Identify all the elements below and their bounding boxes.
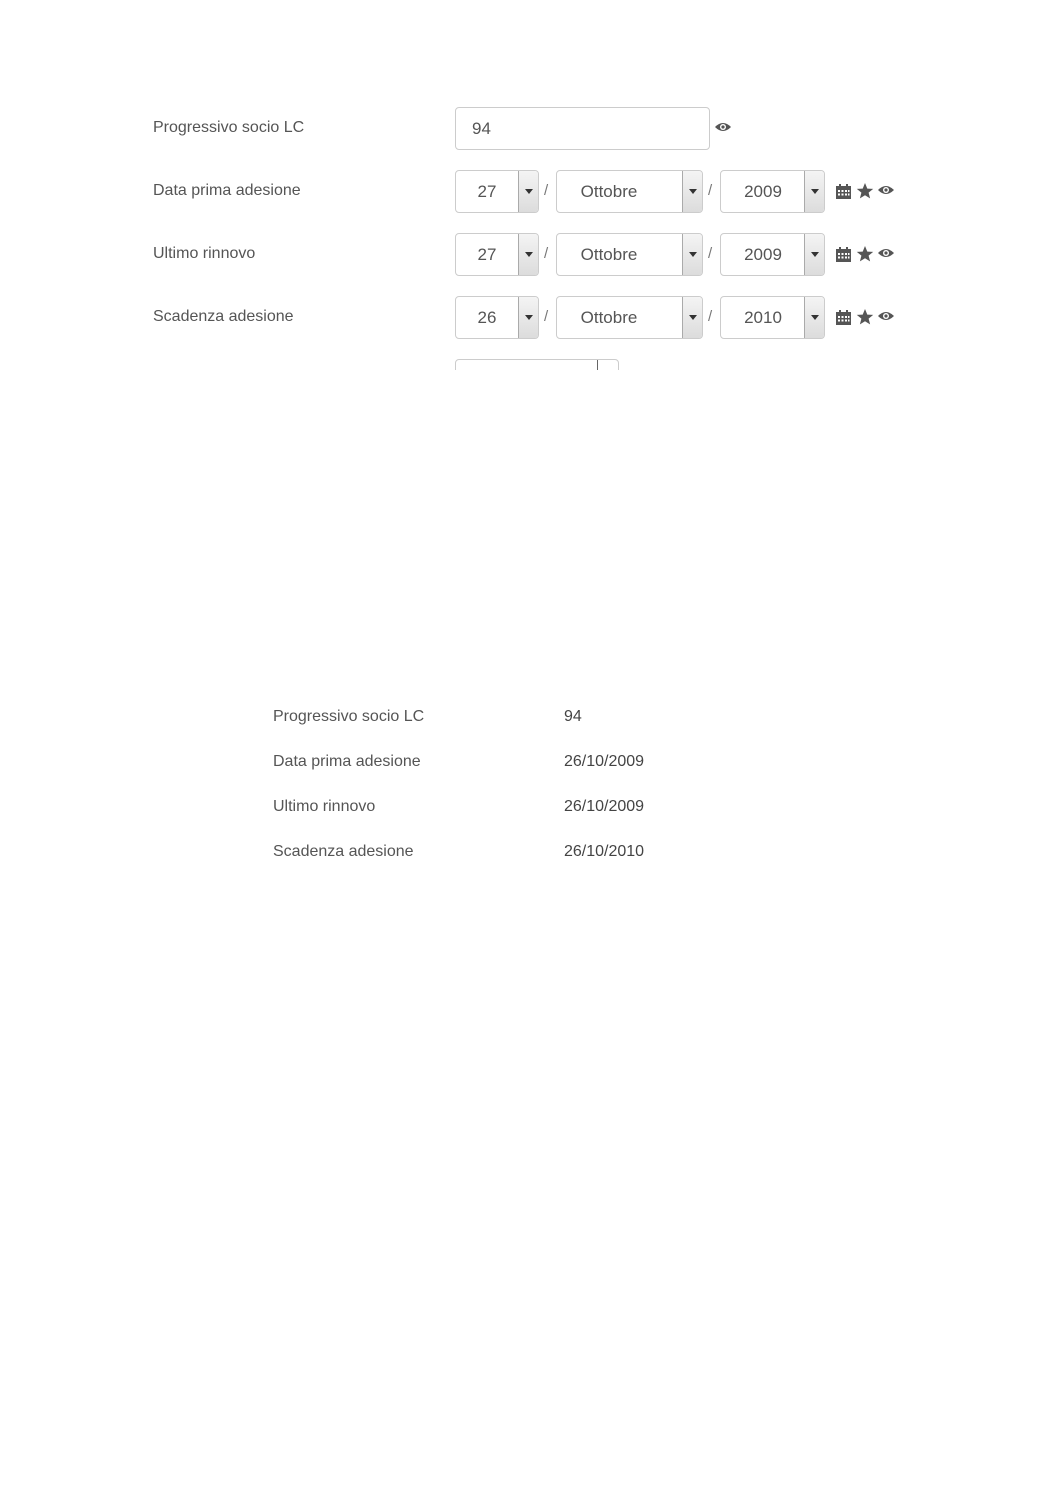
cropped-select-field[interactable] [455, 359, 619, 370]
edit-form [0, 0, 1060, 370]
month-select-value: Ottobre [580, 308, 638, 327]
data-prima-adesione-label: Data prima adesione [153, 182, 301, 199]
progressivo-input[interactable] [455, 107, 710, 150]
date-separator: / [708, 182, 713, 199]
form-row-ultimo-rinnovo [0, 233, 1060, 277]
chevron-down-icon[interactable] [682, 171, 702, 212]
calendar-icon[interactable] [835, 309, 852, 331]
year-select-value: 2009 [744, 182, 782, 201]
eye-icon[interactable] [877, 309, 895, 328]
month-select[interactable] [556, 233, 703, 276]
year-select-value: 2010 [744, 308, 782, 327]
progressivo-label: Progressivo socio LC [153, 119, 305, 136]
summary-label: Progressivo socio LC [273, 708, 425, 725]
chevron-down-icon[interactable] [682, 297, 702, 338]
summary-value: 26/10/2010 [564, 843, 645, 860]
star-icon[interactable] [856, 245, 874, 268]
form-row-scadenza-adesione [0, 296, 1060, 340]
chevron-down-icon[interactable] [518, 171, 538, 212]
date-separator: / [544, 308, 549, 325]
calendar-icon[interactable] [835, 183, 852, 205]
summary-row [0, 708, 1060, 732]
year-select[interactable] [720, 233, 825, 276]
date-separator: / [708, 308, 713, 325]
summary-row [0, 843, 1060, 867]
month-select-value: Ottobre [580, 245, 638, 264]
day-select[interactable] [455, 170, 539, 213]
summary-value: 26/10/2009 [564, 753, 645, 770]
chevron-down-icon[interactable] [682, 234, 702, 275]
day-select-value: 27 [477, 245, 497, 264]
summary-row [0, 753, 1060, 777]
form-row-progressivo [0, 107, 1060, 151]
summary-row [0, 798, 1060, 822]
day-select-value: 27 [477, 182, 497, 201]
date-separator: / [708, 245, 713, 262]
star-icon[interactable] [856, 182, 874, 205]
year-select[interactable] [720, 170, 825, 213]
day-select-value: 26 [477, 308, 497, 327]
year-select-value: 2009 [744, 245, 782, 264]
summary-value: 26/10/2009 [564, 798, 645, 815]
month-select-value: Ottobre [580, 182, 638, 201]
eye-icon[interactable] [877, 246, 895, 265]
eye-icon[interactable] [714, 120, 732, 139]
month-select[interactable] [556, 296, 703, 339]
chevron-down-icon[interactable] [804, 234, 824, 275]
star-icon[interactable] [856, 308, 874, 331]
month-select[interactable] [556, 170, 703, 213]
scadenza-adesione-label: Scadenza adesione [153, 308, 294, 325]
summary-label: Scadenza adesione [273, 843, 414, 860]
ultimo-rinnovo-label: Ultimo rinnovo [153, 245, 256, 262]
chevron-down-icon[interactable] [518, 297, 538, 338]
calendar-icon[interactable] [835, 246, 852, 268]
summary-value: 94 [564, 708, 582, 725]
year-select[interactable] [720, 296, 825, 339]
eye-icon[interactable] [877, 183, 895, 202]
chevron-down-icon[interactable] [804, 297, 824, 338]
chevron-down-icon[interactable] [518, 234, 538, 275]
form-row-data-prima-adesione [0, 170, 1060, 214]
chevron-down-icon[interactable] [804, 171, 824, 212]
summary-label: Ultimo rinnovo [273, 798, 376, 815]
summary-label: Data prima adesione [273, 753, 421, 770]
day-select[interactable] [455, 296, 539, 339]
date-separator: / [544, 245, 549, 262]
day-select[interactable] [455, 233, 539, 276]
date-separator: / [544, 182, 549, 199]
